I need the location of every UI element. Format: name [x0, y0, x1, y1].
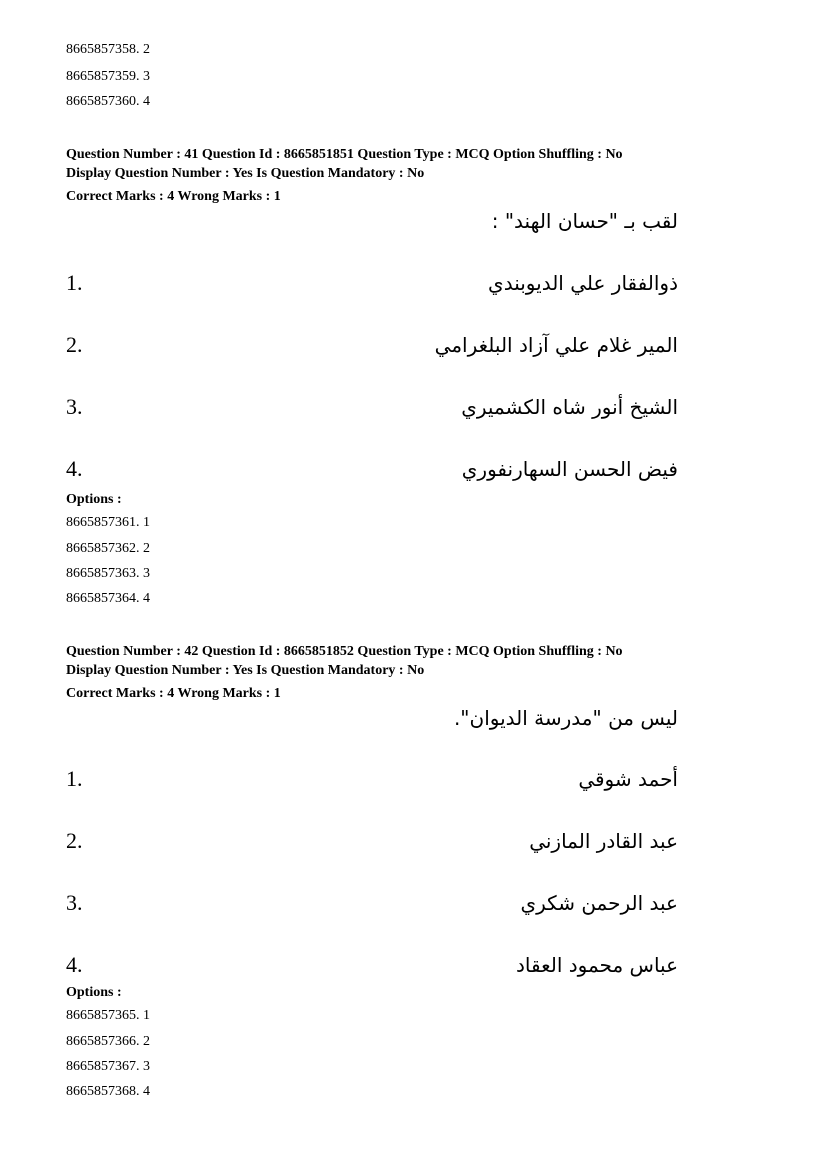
choice-text: المير غلام علي آزاد البلغرامي [434, 333, 678, 357]
choice-text: ذوالفقار علي الديوبندي [488, 271, 678, 295]
option-id-line: 8665857363. 3 [66, 566, 150, 581]
option-id-line: 8665857365. 1 [66, 1008, 150, 1023]
choice-text: عبد القادر المازني [529, 829, 678, 853]
option-id-line: 8665857367. 3 [66, 1059, 150, 1074]
choice-text: عباس محمود العقاد [515, 953, 678, 977]
choice-row [66, 886, 678, 920]
choice-text: أحمد شوقي [578, 767, 678, 791]
option-id-line: 8665857368. 4 [66, 1084, 150, 1099]
option-id-line: 8665857359. 3 [66, 69, 150, 84]
question-meta-line1: Question Number : 41 Question Id : 8665851851 Question Type : MCQ Option Shuffling : No [66, 147, 623, 162]
options-label: Options : [66, 985, 122, 1000]
option-id-line: 8665857361. 1 [66, 515, 150, 530]
choice-text: الشيخ أنور شاه الكشميري [461, 395, 678, 419]
choice-row [66, 948, 678, 982]
choice-row [66, 824, 678, 858]
choice-number: 4. [66, 456, 83, 481]
question-meta-line1: Question Number : 42 Question Id : 8665851852 Question Type : MCQ Option Shuffling : No [66, 644, 623, 659]
choice-row [66, 266, 678, 300]
question-meta-line3: Correct Marks : 4 Wrong Marks : 1 [66, 686, 281, 701]
choice-number: 2. [66, 332, 83, 357]
option-id-line: 8665857358. 2 [66, 42, 150, 57]
choice-text: فيض الحسن السهارنفوري [461, 457, 678, 481]
choice-number: 1. [66, 270, 83, 295]
option-id-line: 8665857364. 4 [66, 591, 150, 606]
question-stem: ليس من "مدرسة الديوان". [453, 706, 678, 730]
choice-number: 3. [66, 890, 83, 915]
option-id-line: 8665857366. 2 [66, 1034, 150, 1049]
question-meta-line2: Display Question Number : Yes Is Question Mandatory : No [66, 166, 425, 181]
options-label: Options : [66, 492, 122, 507]
question-meta-line3: Correct Marks : 4 Wrong Marks : 1 [66, 189, 281, 204]
option-id-line: 8665857362. 2 [66, 541, 150, 556]
choice-row [66, 762, 678, 796]
choice-row [66, 452, 678, 486]
question-meta-line2: Display Question Number : Yes Is Question Mandatory : No [66, 663, 425, 678]
choice-row [66, 390, 678, 424]
choice-text: عبد الرحمن شكري [520, 891, 678, 915]
choice-number: 1. [66, 766, 83, 791]
choice-number: 2. [66, 828, 83, 853]
choice-number: 4. [66, 952, 83, 977]
question-stem: لقب بـ "حسان الهند" : [491, 209, 678, 233]
choice-row [66, 328, 678, 362]
option-id-line: 8665857360. 4 [66, 94, 150, 109]
choice-number: 3. [66, 394, 83, 419]
